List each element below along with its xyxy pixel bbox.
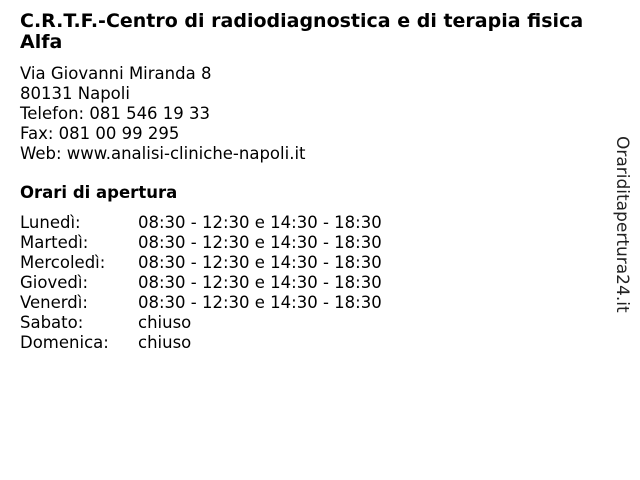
city-postcode: 80131 Napoli bbox=[20, 84, 130, 103]
hours-row-friday bbox=[20, 293, 382, 313]
day-label: Martedì: bbox=[20, 233, 89, 252]
hours-row-sunday bbox=[20, 333, 382, 353]
street-address: Via Giovanni Miranda 8 bbox=[20, 64, 212, 83]
hours-value: 08:30 - 12:30 e 14:30 - 18:30 bbox=[138, 253, 382, 272]
contact-info bbox=[20, 64, 306, 164]
day-label: Mercoledì: bbox=[20, 253, 106, 272]
hours-value: 08:30 - 12:30 e 14:30 - 18:30 bbox=[138, 273, 382, 292]
day-label: Lunedì: bbox=[20, 213, 81, 232]
hours-row-saturday bbox=[20, 313, 382, 333]
business-name: C.R.T.F.-Centro di radiodiagnostica e di terapia fisica Alfa bbox=[20, 10, 584, 53]
fax-number: Fax: 081 00 99 295 bbox=[20, 124, 180, 143]
day-label: Domenica: bbox=[20, 333, 109, 352]
hours-row-wednesday bbox=[20, 253, 382, 273]
day-label: Sabato: bbox=[20, 313, 84, 332]
day-label: Giovedì: bbox=[20, 273, 88, 292]
hours-row-tuesday bbox=[20, 233, 382, 253]
hours-row-thursday bbox=[20, 273, 382, 293]
day-label: Venerdì: bbox=[20, 293, 88, 312]
opening-hours-table bbox=[20, 213, 382, 353]
opening-hours-heading: Orari di apertura bbox=[20, 183, 178, 202]
hours-row-monday bbox=[20, 213, 382, 233]
hours-value: chiuso bbox=[138, 333, 192, 352]
hours-value: 08:30 - 12:30 e 14:30 - 18:30 bbox=[138, 293, 382, 312]
website: Web: www.analisi-cliniche-napoli.it bbox=[20, 144, 306, 163]
phone-number: Telefon: 081 546 19 33 bbox=[20, 104, 211, 123]
hours-value: chiuso bbox=[138, 313, 192, 332]
hours-value: 08:30 - 12:30 e 14:30 - 18:30 bbox=[138, 213, 382, 232]
site-watermark: Orariditapertura24.it bbox=[612, 136, 632, 313]
hours-value: 08:30 - 12:30 e 14:30 - 18:30 bbox=[138, 233, 382, 252]
